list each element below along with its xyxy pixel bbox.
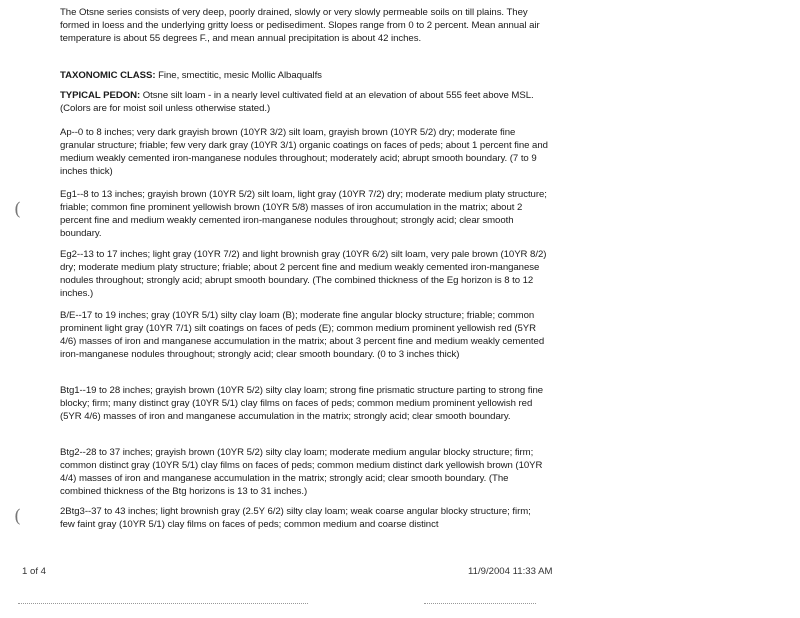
horizon-btg1: Btg1--19 to 28 inches; grayish brown (10YR 5/2) silty clay loam; strong fine prismatic structure parting to strong fine blocky; firm; many distinct gray (10YR 5/1) clay films on faces of peds; common medium prominent yellowish red (5YR 4/6) masses of iron and manganese accumulation in the matrix; strongly acid; clear smooth boundary. bbox=[60, 385, 544, 422]
typical-pedon-text: Otsne silt loam - in a nearly level cultivated field at an elevation of about 555 feet above MSL. (Colors are for moist soil unless otherwise stated.) bbox=[60, 90, 534, 114]
horizon-eg1: Eg1--8 to 13 inches; grayish brown (10YR 5/2) silt loam, light gray (10YR 7/2) dry; moderate medium platy structure; friable; common fine prominent yellowish brown (10YR 5/8) masses of iron accumulation in the matrix; about 2 percent fine and medium weakly cemented iron-manganese nodules throughout; strongly acid; clear smooth boundary. bbox=[60, 189, 547, 239]
print-timestamp: 11/9/2004 11:33 AM bbox=[468, 566, 553, 577]
page-number: 1 of 4 bbox=[22, 566, 47, 577]
series-description: The Otsne series consists of very deep, poorly drained, slowly or very slowly permeable soils on till plains. They formed in loess and the underlying gritty loess or pedisediment. Slopes range from 0 to 2 percent. Mean annual air temperature is about 55 degrees F., and mean annual precipitation is about 42 inches. bbox=[60, 7, 540, 44]
horizon-btg2: Btg2--28 to 37 inches; grayish brown (10YR 5/2) silty clay loam; moderate medium angular blocky structure; firm; common distinct gray (10YR 5/1) clay films on faces of peds; common medium distinct dark yellowish brown (10YR 4/4) masses of iron and manganese accumulation in the matrix; strongly acid; clear smooth boundary. (The combined thickness of the Btg horizons is 13 to 31 inches.) bbox=[60, 447, 543, 497]
taxonomic-class bbox=[60, 69, 548, 82]
horizon-ap: Ap--0 to 8 inches; very dark grayish brown (10YR 3/2) silt loam, grayish brown (10YR 5/2) dry; moderate fine granular structure; friable; few very dark gray (10YR 3/1) organic coatings on faces of peds; about 1 percent fine and medium weakly cemented iron-manganese nodules throughout; moderately acid; abrupt smooth boundary. (7 to 9 inches thick) bbox=[60, 127, 548, 177]
horizon-btg3: 2Btg3--37 to 43 inches; light brownish gray (2.5Y 6/2) silty clay loam; weak coarse angular blocky structure; firm; few faint gray (10YR 5/1) clay films on faces of peds; common medium and coarse distinct bbox=[60, 506, 531, 530]
scan-artifact-line bbox=[424, 603, 536, 604]
horizon-eg2: Eg2--13 to 17 inches; light gray (10YR 7/2) and light brownish gray (10YR 6/2) silt loam, very pale brown (10YR 8/2) dry; moderate medium platy structure; friable; about 2 percent fine and medium weakly cemented iron-manganese nodules throughout; strongly acid; abrupt smooth boundary. (The combined thickness of the Eg horizon is 8 to 12 inches.) bbox=[60, 249, 547, 299]
punch-hole-mark: ( bbox=[14, 199, 22, 220]
punch-hole-mark: ( bbox=[14, 506, 22, 527]
taxonomic-class-text: Fine, smectitic, mesic Mollic Albaqualfs bbox=[155, 70, 322, 81]
typical-pedon bbox=[60, 89, 548, 115]
horizon-be: B/E--17 to 19 inches; gray (10YR 5/1) silty clay loam (B); moderate fine angular blocky structure; friable; common prominent light gray (10YR 7/1) silt coatings on faces of peds (E); common medium prominent yellowish red (5YR 4/6) masses of iron and manganese accumulation in the matrix; about 3 percent fine and medium weakly cemented iron-manganese nodules throughout; strongly acid; clear smooth boundary. (0 to 3 inches thick) bbox=[60, 310, 545, 360]
taxonomic-class-heading: TAXONOMIC CLASS: bbox=[60, 70, 156, 81]
typical-pedon-heading: TYPICAL PEDON: bbox=[60, 90, 141, 101]
scan-artifact-line bbox=[18, 603, 308, 604]
